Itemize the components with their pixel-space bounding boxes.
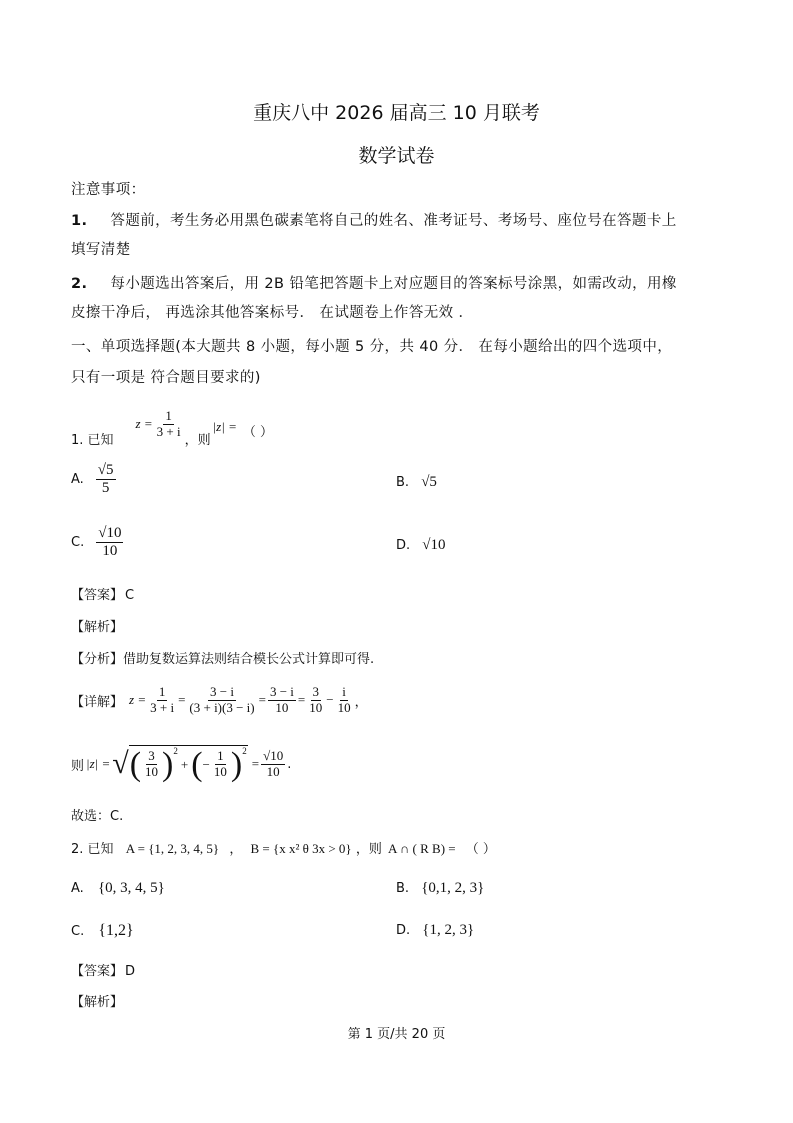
q1-detail-frac-5-num: i: [342, 683, 346, 699]
q2-blank: （ ）: [465, 842, 496, 857]
q1-answer: [71, 584, 134, 603]
q1-detail-eq-3: =: [297, 692, 306, 707]
q1-modulus-result: [261, 749, 285, 780]
q1-z-fraction: [155, 409, 183, 440]
q1-option-b-value: √5: [421, 474, 437, 490]
q1-z-lhs: z =: [135, 416, 153, 431]
q1-detail-frac-2: [187, 685, 256, 716]
q2-answer-value: D: [125, 964, 136, 979]
q1-option-b: [396, 474, 437, 491]
page-title: 重庆八中 2026 届高三 10 月联考: [253, 102, 540, 124]
q1-detail-frac-1-den: 3 + i: [150, 699, 175, 715]
q1-detail-z: z =: [129, 692, 147, 707]
q1-detail: [71, 677, 368, 723]
q2-expression: A ∩ ( R B) =: [387, 841, 456, 856]
q1-modulus-abs: |z| =: [86, 756, 111, 771]
q2-set-a: A = {1, 2, 3, 4, 5}: [125, 841, 220, 856]
section-heading-cont: 只有一项是 符合题目要求的): [71, 370, 261, 386]
q1-option-c: [71, 525, 125, 561]
q1-modulus-frac-2: [212, 749, 229, 780]
q1-conclusion: 故选：C.: [71, 809, 124, 824]
q1-detail-frac-1: [148, 685, 176, 716]
q1-modulus-frac-1-num: 3: [148, 748, 155, 764]
q2-option-a-value: {0, 3, 4, 5}: [97, 880, 165, 896]
q2-option-b: [396, 880, 484, 897]
q1-option-c-label: C.: [71, 535, 85, 551]
q1-modulus-prefix: 则: [71, 758, 85, 774]
q1-modulus-frac-1-den: 10: [145, 764, 159, 779]
q1-stem: [71, 403, 273, 453]
q1-then: ，则: [184, 432, 211, 448]
q2-option-d-value: {1, 2, 3}: [422, 922, 475, 938]
q1-option-a-num: √5: [96, 462, 116, 480]
q1-modulus-eq: =: [251, 756, 260, 771]
q1-detail-frac-3-den: 10: [275, 699, 289, 715]
q1-modulus-end: .: [287, 756, 292, 772]
q1-detail-label: 【详解】: [71, 694, 124, 710]
q1-modulus-radicand: ( $\frac{3}{10}$ ) $^2$ + ( − $\frac{1}{10}$ ) $^2$: [129, 745, 247, 783]
q1-analysis-label: 【解析】: [71, 620, 124, 635]
q2-option-d-label: D.: [396, 923, 411, 938]
q1-detail-frac-5-den: 10: [337, 699, 351, 715]
q1-detail-frac-3-num: 3 − i: [269, 683, 294, 699]
q1-option-a-den: 5: [101, 480, 110, 497]
q1-detail-eq-1: =: [178, 692, 186, 707]
q1-option-d-label: D.: [396, 538, 411, 553]
q1-detail-frac-4-den: 10: [309, 699, 323, 715]
q1-modulus-plus: +: [180, 756, 189, 772]
notice-item-2-num: 2.: [71, 276, 88, 292]
q1-detail-frac-5: [336, 685, 353, 716]
q1-option-a-value: [96, 462, 116, 498]
q1-option-a: [71, 462, 118, 498]
notice-item-1-num: 1.: [71, 213, 88, 229]
q2-option-b-value: {0,1, 2, 3}: [421, 880, 485, 896]
q1-abs: |z| =: [212, 419, 237, 434]
q2-answer-label: 【答案】: [71, 964, 124, 979]
q2-option-c-value: {1,2}: [98, 922, 134, 939]
notice-item-1: [71, 209, 677, 230]
q2-option-d: [396, 922, 474, 939]
q1-fenxi-text: 借助复数运算法则结合模长公式计算即可得.: [123, 652, 375, 667]
page-footer: 第 1 页/共 20 页: [347, 1027, 446, 1042]
q1-detail-frac-2-num: 3 − i: [210, 683, 234, 699]
q2-option-a: [71, 880, 165, 897]
notice-item-1-cont: 填写清楚: [71, 242, 131, 258]
q2-option-a-label: A.: [71, 881, 84, 896]
notice-item-2-cont: 皮擦干净后， 再选涂其他答案标号． 在试题卷上作答无效 ．: [71, 305, 474, 321]
q2-then: ，则: [355, 842, 382, 857]
q1-detail-frac-1-num: 1: [158, 683, 166, 699]
q2-prefix: 2. 已知: [71, 842, 114, 857]
q2-set-b: B = {x x² θ 3x > 0}: [250, 841, 352, 856]
page-subtitle: 数学试卷: [358, 145, 435, 167]
q1-modulus-frac-2-den: 10: [213, 764, 227, 779]
q2-analysis-label: 【解析】: [71, 995, 124, 1010]
q1-option-a-label: A.: [71, 472, 84, 488]
q1-option-b-label: B.: [396, 475, 410, 490]
q1-prefix: 1. 已知: [71, 432, 114, 448]
q1-modulus: [71, 738, 291, 790]
q1-fenxi-label: 【分析】: [71, 652, 124, 667]
q1-blank: （ ）: [242, 424, 273, 440]
q2-option-b-label: B.: [396, 881, 410, 896]
q1-answer-value: C: [125, 588, 135, 603]
notice-item-2: [71, 272, 677, 293]
q1-fenxi: [71, 648, 374, 667]
q1-detail-minus: −: [326, 692, 334, 707]
q2-option-c-label: C.: [71, 924, 85, 939]
q1-option-c-den: 10: [102, 543, 118, 560]
q1-detail-frac-4: [307, 685, 324, 716]
q2-sep: ，: [229, 842, 243, 857]
q1-option-d: [396, 537, 446, 554]
q1-modulus-frac-1: [143, 749, 160, 780]
q1-option-c-num: √10: [96, 525, 123, 543]
q1-detail-comma: ，: [354, 694, 368, 710]
q1-detail-eq-2: =: [258, 692, 266, 707]
notice-heading: 注意事项：: [71, 182, 146, 198]
notice-item-2-text: 每小题选出答案后，用 2B 铅笔把答题卡上对应题目的答案标号涂黑，如需改动，用橡: [110, 276, 677, 292]
q1-z-num: 1: [165, 407, 172, 423]
sqrt-icon: √: [112, 747, 129, 780]
section-heading: 一、单项选择题(本大题共 8 小题，每小题 5 分，共 40 分． 在每小题给出的四个选项中，: [71, 339, 673, 355]
q2-answer: [71, 960, 135, 979]
q1-detail-frac-4-num: 3: [312, 683, 319, 699]
q2-option-c: [71, 922, 134, 940]
q1-answer-label: 【答案】: [71, 588, 124, 603]
q1-option-d-value: √10: [422, 537, 446, 553]
q1-detail-frac-2-den: (3 + i)(3 − i): [189, 699, 255, 715]
q1-modulus-result-num: √10: [263, 747, 284, 763]
q1-modulus-result-den: 10: [266, 763, 280, 779]
q1-detail-frac-3: [268, 685, 296, 716]
notice-item-1-text: 答题前，考生务必用黑色碳素笔将自己的姓名、准考证号、考场号、座位号在答题卡上: [110, 213, 677, 229]
q2-stem: [71, 838, 496, 857]
q1-option-c-value: [96, 525, 123, 561]
q1-modulus-frac-2-num: 1: [217, 748, 224, 764]
q1-z-den: 3 + i: [156, 423, 181, 439]
